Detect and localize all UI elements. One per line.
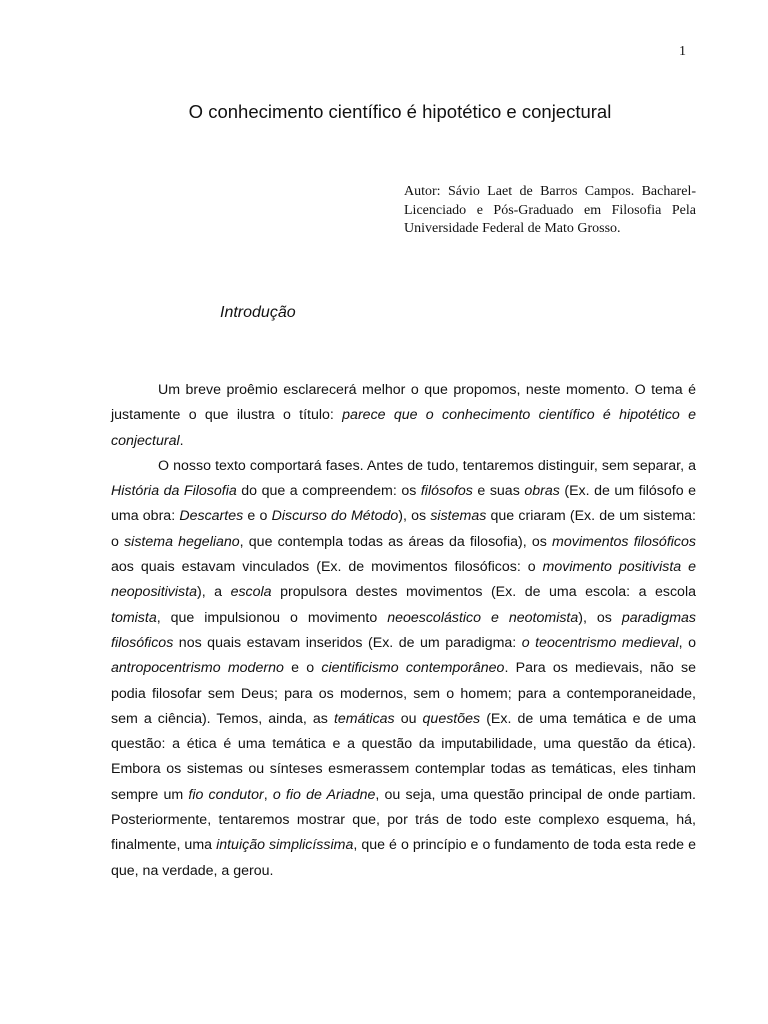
paragraph — [111, 454, 696, 884]
text-run: nos quais estavam inseridos (Ex. de um paradigma: — [173, 634, 522, 651]
text-run: , ou seja, uma questão principal de onde partiam. Posteriormente, tentaremos mostrar que, por trás de todo este complexo esquema, há, finalmente, uma — [111, 786, 697, 854]
text-run: O nosso texto comportará fases. Antes de tudo, tentaremos distinguir, sem separar, a — [158, 457, 696, 474]
emphasis-text: escola — [230, 584, 272, 601]
text-run: , que é o princípio e o fundamento de toda esta rede e que, na verdade, a gerou. — [111, 837, 696, 879]
author-block: Autor: Sávio Laet de Barros Campos. Bacharel-Licenciado e Pós-Graduado em Filosofia Pela Universidade Federal de Mato Grosso. — [404, 184, 696, 236]
text-run: ), os — [578, 609, 622, 626]
emphasis-text: temáticas — [333, 710, 395, 727]
text-run: , o — [678, 634, 696, 651]
text-run: Um breve proêmio esclarecerá melhor o que propomos, neste momento. O tema é justamente o que ilustra o título: — [111, 382, 696, 424]
text-run: , que contempla todas as áreas da filosofia), os — [239, 533, 553, 550]
text-run: ), os — [398, 508, 431, 525]
emphasis-text: sistemas — [430, 508, 487, 525]
emphasis-text: Discurso do Método — [271, 508, 399, 525]
text-run: , que impulsionou o movimento — [156, 609, 388, 626]
emphasis-text: movimento positivista e neopositivista — [111, 559, 697, 601]
text-run: , — [263, 786, 273, 803]
emphasis-text: cientificismo contemporâneo — [321, 660, 505, 677]
emphasis-text: o teocentrismo medieval — [521, 634, 679, 651]
emphasis-text: filósofos — [420, 483, 473, 500]
emphasis-text: paradigmas filosóficos — [111, 609, 697, 651]
text-run: do que a compreendem: os — [236, 483, 421, 500]
emphasis-text: o fio de Ariadne — [272, 786, 376, 803]
emphasis-text: parece que o conhecimento científico é hipotético e conjectural — [111, 407, 697, 449]
text-run: . — [179, 432, 184, 449]
body-text — [111, 378, 696, 884]
text-run: e o — [283, 660, 322, 677]
emphasis-text: Descartes — [179, 508, 244, 525]
text-run: aos quais estavam vinculados (Ex. de movimentos filosóficos: o — [111, 559, 543, 576]
emphasis-text: tomista — [111, 609, 157, 626]
page-number: 1 — [679, 44, 686, 59]
text-run: ou — [394, 710, 423, 727]
text-run: ), a — [196, 584, 231, 601]
emphasis-text: neoescolástico e neotomista — [387, 609, 579, 626]
paragraph — [111, 378, 696, 454]
emphasis-text: obras — [524, 483, 560, 500]
text-run: propulsora destes movimentos (Ex. de uma escola: a escola — [271, 584, 696, 601]
document-title: O conhecimento científico é hipotético e conjectural — [188, 101, 612, 122]
emphasis-text: fio condutor — [188, 786, 264, 803]
emphasis-text: sistema hegeliano — [124, 533, 240, 550]
text-run: (Ex. de um filósofo e uma obra: — [111, 483, 696, 525]
text-run: . Para os medievais, não se podia filosofar sem Deus; para os modernos, sem o homem; para a contemporaneidade, sem a ciência). Temos, ainda, as — [111, 660, 697, 727]
emphasis-text: intuição simplicíssima — [216, 837, 354, 854]
emphasis-text: questões — [422, 710, 481, 727]
text-run: (Ex. de uma temática e de uma questão: a ética é uma temática e a questão da imputabilidade, uma questão da ética). Embora os sistemas ou sínteses esmerassem contemplar todas as temáticas, eles tinham sempre um — [111, 710, 696, 803]
emphasis-text: História da Filosofia — [111, 483, 237, 500]
text-run: que criaram (Ex. de um sistema: o — [111, 508, 696, 550]
text-run: e o — [243, 508, 272, 525]
section-heading-introducao: Introdução — [220, 304, 296, 321]
emphasis-text: movimentos filosóficos — [552, 533, 696, 550]
emphasis-text: antropocentrismo moderno — [111, 660, 284, 677]
text-run: e suas — [472, 483, 525, 500]
